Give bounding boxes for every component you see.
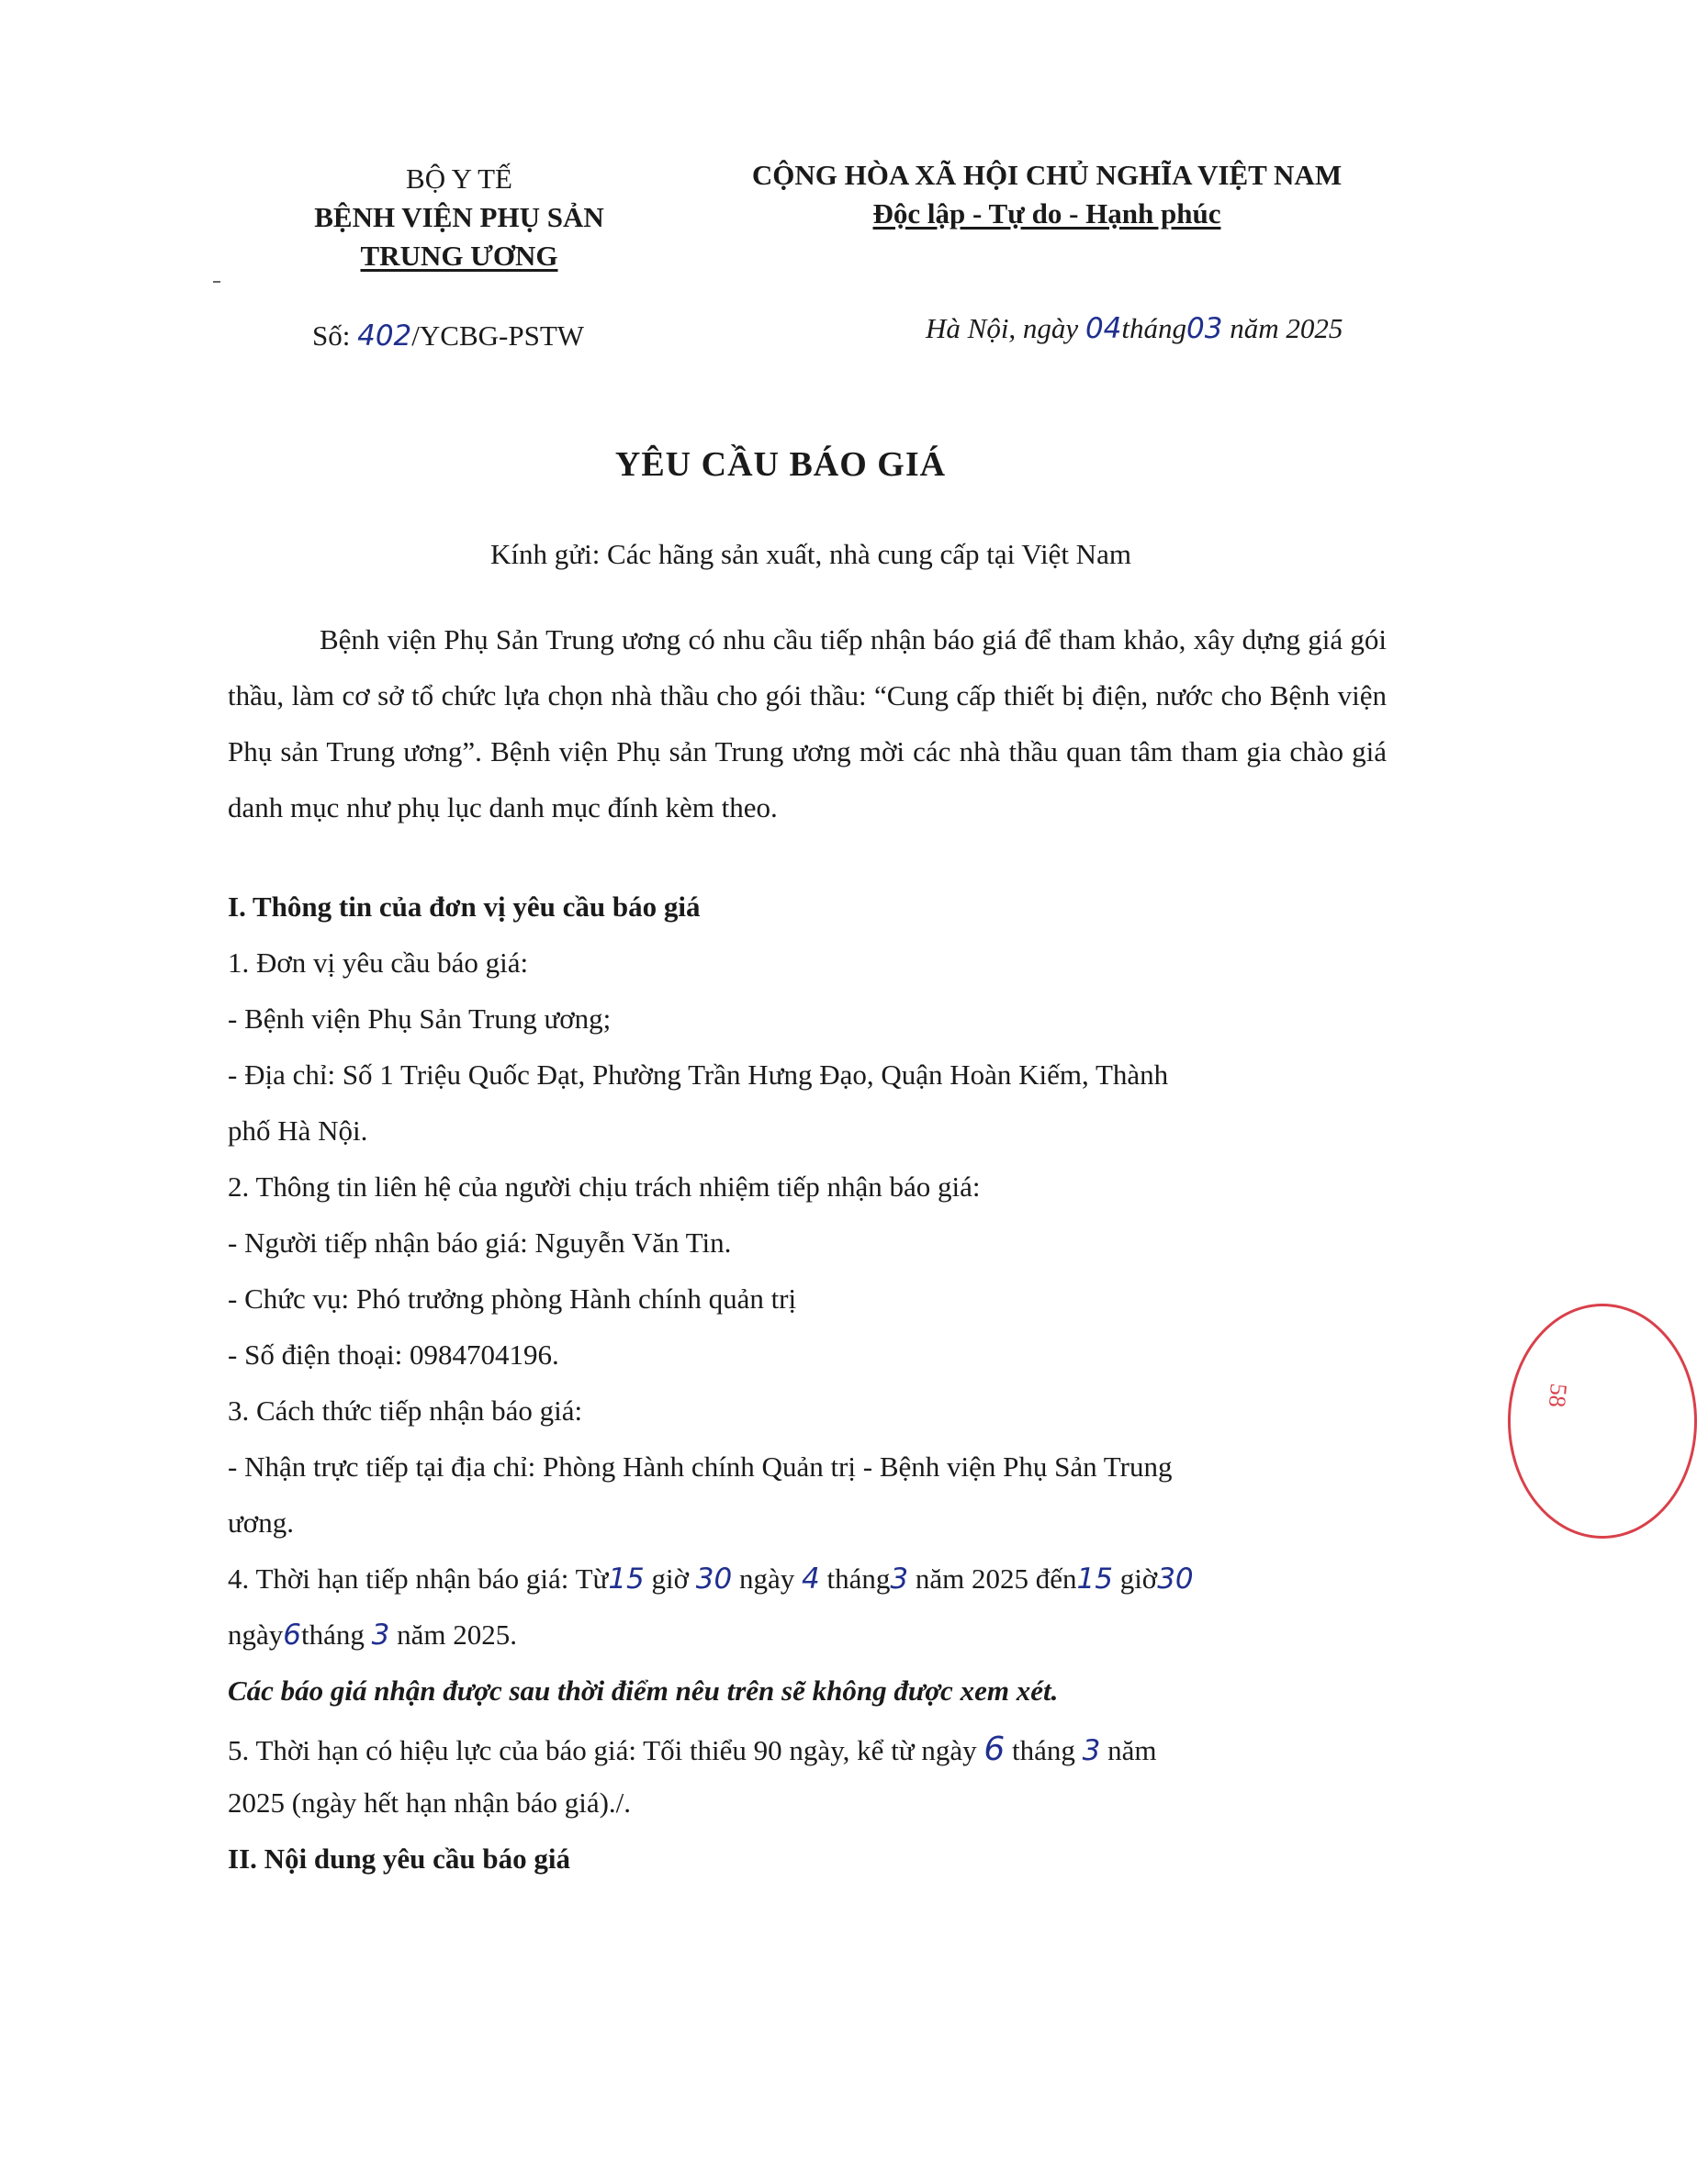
date-day-handwritten: 04	[1085, 312, 1122, 345]
item4-month-from: 3	[890, 1562, 909, 1596]
item4-text-6: giờ	[1112, 1562, 1158, 1595]
item3-method-line1: - Nhận trực tiếp tại địa chỉ: Phòng Hành chính Quản trị - Bệnh viện Phụ Sản Trung	[228, 1450, 1173, 1483]
item4-day-from: 4	[802, 1562, 820, 1596]
doc-number-prefix: Số:	[312, 319, 358, 352]
item2-title: 2. Thông tin liên hệ của người chịu trách nhiệm tiếp nhận báo giá:	[228, 1170, 981, 1203]
item1-title: 1. Đơn vị yêu cầu báo giá:	[228, 946, 529, 979]
item4-hour-to: 15	[1076, 1562, 1113, 1596]
late-submission-warning: Các báo giá nhận được sau thời điểm nêu trên sẽ không được xem xét.	[228, 1674, 1059, 1707]
date-month-label: tháng	[1121, 312, 1187, 344]
hospital-name-line2-text: TRUNG ƯƠNG	[360, 240, 558, 272]
item4-minute-from: 30	[695, 1562, 733, 1596]
national-motto: Độc lập - Tự do - Hạnh phúc	[872, 197, 1221, 230]
item4-text-8: tháng	[301, 1618, 372, 1651]
item4-text-9: năm 2025.	[389, 1618, 517, 1651]
item5-text-3: năm	[1100, 1734, 1157, 1766]
intro-paragraph: Bệnh viện Phụ Sản Trung ương có nhu cầu tiếp nhận báo giá để tham khảo, xây dựng giá gói thầu, làm cơ sở tổ chức lựa chọn nhà thầu cho gói thầu: “Cung cấp thiết bị điện, nước cho Bệnh viện Phụ sản Trung ương”. Bệnh viện Phụ sản Trung ương mời các nhà thầu quan tâm tham gia chào giá danh mục như phụ lục danh mục đính kèm theo.	[228, 623, 1387, 823]
item4-text-2: giờ	[644, 1562, 696, 1595]
item4-day-to: 6	[283, 1618, 301, 1652]
issuing-organization	[275, 160, 643, 275]
item4-text-3: ngày	[732, 1562, 802, 1595]
item2-contact-person: - Người tiếp nhận báo giá: Nguyễn Văn Tin.	[228, 1226, 732, 1259]
item5-validity-line2: 2025 (ngày hết hạn nhận báo giá)./.	[228, 1786, 632, 1819]
document-title: YÊU CẦU BÁO GIÁ	[614, 445, 947, 484]
item4-deadline-line2	[228, 1618, 517, 1652]
item1-address-line2: phố Hà Nội.	[228, 1114, 368, 1147]
item3-title: 3. Cách thức tiếp nhận báo giá:	[228, 1394, 583, 1427]
national-header	[680, 156, 1414, 233]
ministry-name: BỘ Y TẾ	[406, 162, 512, 195]
date-month-handwritten: 03	[1186, 312, 1223, 345]
stamp-fragment-text: 58	[1543, 1382, 1573, 1409]
recipient-line: Kính gửi: Các hãng sản xuất, nhà cung cấp tại Việt Nam	[490, 538, 1131, 570]
item1-unit-name: - Bệnh viện Phụ Sản Trung ương;	[228, 1002, 612, 1035]
item5-validity-line1	[228, 1730, 1157, 1768]
scan-speck	[213, 281, 220, 283]
item2-position: - Chức vụ: Phó trưởng phòng Hành chính quản trị	[228, 1282, 797, 1315]
item2-phone: - Số điện thoại: 0984704196.	[228, 1338, 559, 1371]
item4-text-4: tháng	[819, 1562, 891, 1595]
item3-method-line2: ương.	[228, 1506, 294, 1539]
date-place-prefix: Hà Nội, ngày	[926, 312, 1085, 344]
item4-minute-to: 30	[1157, 1562, 1194, 1596]
item4-text-7: ngày	[228, 1618, 284, 1651]
official-stamp-mark	[1508, 1304, 1697, 1539]
issue-date	[926, 312, 1343, 345]
republic-name: CỘNG HÒA XÃ HỘI CHỦ NGHĨA VIỆT NAM	[751, 159, 1343, 191]
item4-deadline-line1	[228, 1562, 1194, 1596]
item1-address-line1: - Địa chỉ: Số 1 Triệu Quốc Đạt, Phường Trần Hưng Đạo, Quận Hoàn Kiếm, Thành	[228, 1058, 1169, 1091]
item5-text-2: tháng	[1005, 1734, 1083, 1766]
date-year: năm 2025	[1222, 312, 1343, 344]
hospital-name-line1: BỆNH VIỆN PHỤ SẢN	[314, 201, 604, 233]
national-motto-row	[680, 195, 1414, 233]
document-number	[312, 319, 584, 353]
item5-text-1: 5. Thời hạn có hiệu lực của báo giá: Tối thiểu 90 ngày, kể từ ngày	[228, 1734, 984, 1766]
section2-heading: II. Nội dung yêu cầu báo giá	[228, 1842, 570, 1875]
section1-heading: I. Thông tin của đơn vị yêu cầu báo giá	[228, 890, 701, 923]
item4-month-to: 3	[371, 1618, 390, 1652]
hospital-name-line2	[275, 237, 643, 275]
item4-text-5: năm 2025 đến	[908, 1562, 1077, 1595]
item4-hour-from: 15	[608, 1562, 645, 1596]
item5-day: 6	[983, 1730, 1006, 1768]
item4-text-1: 4. Thời hạn tiếp nhận báo giá: Từ	[228, 1562, 609, 1595]
item5-month: 3	[1082, 1734, 1101, 1767]
doc-number-handwritten: 402	[357, 319, 412, 353]
doc-number-suffix: /YCBG-PSTW	[411, 319, 585, 352]
